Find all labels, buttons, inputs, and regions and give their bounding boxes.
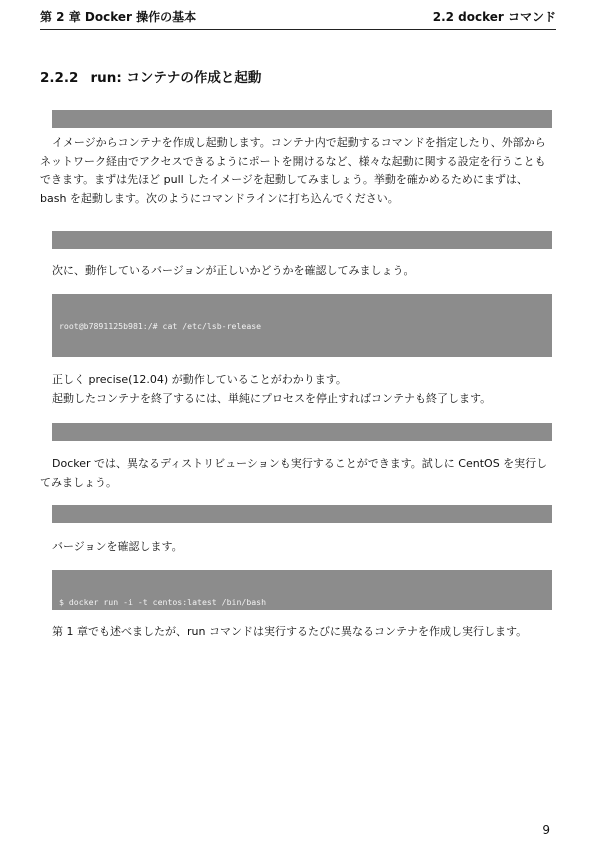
header-chapter: 第 2 章 Docker 操作の基本: [40, 10, 197, 24]
usage-code-block: [52, 110, 552, 128]
code-block-exit: [52, 423, 552, 441]
paragraph-line: 起動したコンテナを終了するには、単純にプロセスを停止すればコンテナも終了します。: [52, 391, 492, 405]
paragraph-check-centos-version: バージョンを確認します。: [52, 540, 183, 553]
code-block-run-ubuntu: [52, 231, 552, 249]
code-line: root@b7891125b981:/# cat /etc/lsb-release: [59, 320, 262, 331]
section-title: run: コンテナの作成と起動: [90, 70, 262, 86]
code-line: $ docker run -i -t centos:latest /bin/bash: [59, 596, 267, 607]
section-number: 2.2.2: [40, 70, 79, 86]
paragraph-precise-running: [40, 371, 552, 408]
code-line: [59, 355, 545, 357]
section-heading: [40, 66, 261, 86]
paragraph-line: 正しく precise(12.04) が動作していることがわかります。: [52, 373, 347, 386]
code-block-run-centos: [52, 570, 552, 610]
page-number: 9: [542, 823, 550, 837]
paragraph-intro: イメージからコンテナを作成し起動します。コンテナ内で起動するコマンドを指定したり、外部からネットワーク経由でアクセスできるようにポートを開けるなど、様々な起動に関する設定を行うこともできます。まずは先ほど pull したイメージを起動してみましょう。挙動を確かめるためにまずは、bash を起動します。次のようにコマンドラインに打ち込んでください。: [40, 136, 546, 205]
code-block-lsb-release: [52, 294, 552, 357]
code-block-pull-centos: [52, 505, 552, 523]
header-section: 2.2 docker コマンド: [432, 10, 556, 24]
paragraph-run-creates-container: 第 1 章でも述べましたが、run コマンドは実行するたびに異なるコンテナを作成し実行します。: [52, 625, 528, 638]
paragraph-check-version: 次に、動作しているバージョンが正しいかどうかを確認してみましょう。: [52, 264, 415, 277]
running-header: [40, 8, 556, 30]
paragraph-centos: Docker では、異なるディストリビューションも実行することができます。試しに CentOS を実行してみましょう。: [40, 457, 548, 489]
